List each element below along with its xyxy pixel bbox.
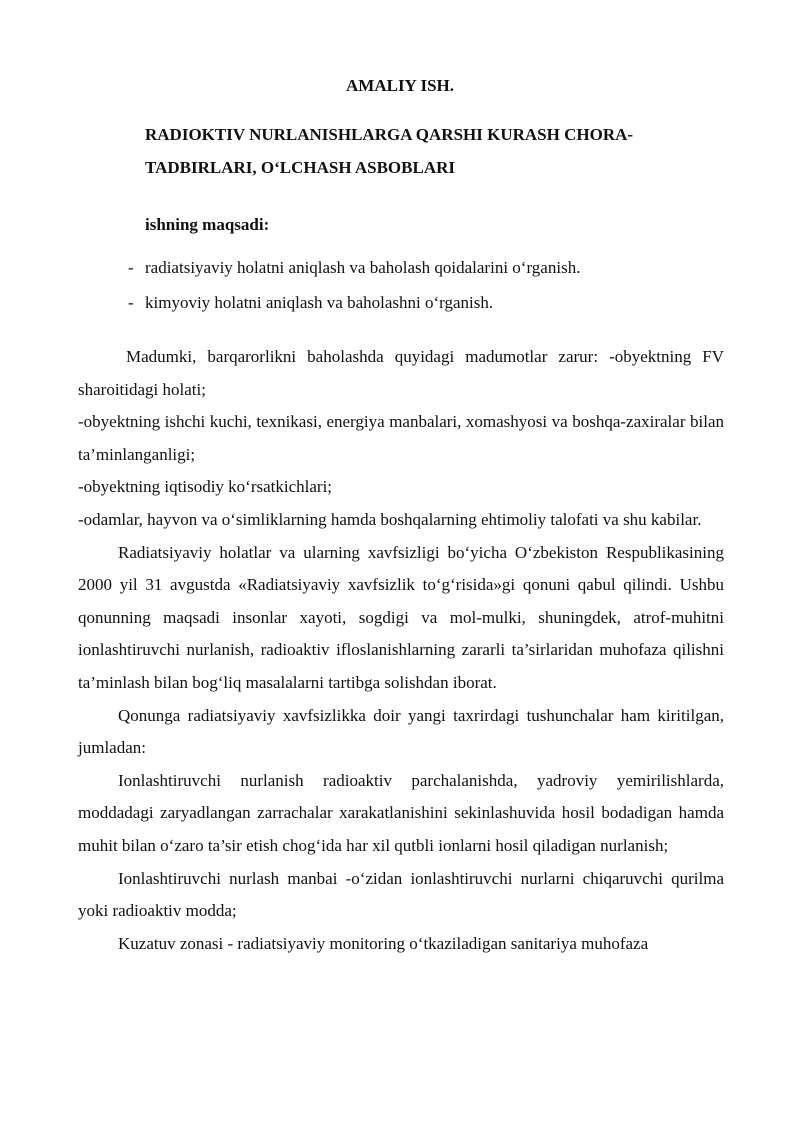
- goal-item: [128, 285, 580, 320]
- paragraph: Radiatsiyaviy holatlar va ularning xavfsizligi bo‘yicha O‘zbekiston Respublikasining 2000 yil 31 avgustda «Radiatsiyaviy xavfsizlik to‘g‘risida»gi qonuni qabul qilindi. Ushbu qonunning maqsadi insonlar xayoti, sogdigi va mol-mulki, shuningdek, atrof-muhitni ionlashtiruvchi nurlanish, radioaktiv ifloslanishlarning zararli ta’sirlaridan muhofaza qilishni ta’minlash bilan bog‘liq masalalarni tartibga solishdan iborat.: [78, 542, 724, 692]
- paragraph: Ionlashtiruvchi nurlash manbai -o‘zidan ionlashtiruvchi nurlarni chiqaruvchi qurilma yoki radioaktiv modda;: [78, 868, 724, 921]
- goal-heading: ishning maqsadi:: [145, 215, 270, 234]
- bullet-dash: -: [128, 293, 134, 312]
- goal-text: kimyoviy holatni aniqlash va baholashni o‘rganish.: [145, 293, 494, 312]
- paragraph: -obyektning ishchi kuchi, texnikasi, energiya manbalari, xomashyosi va boshqa-zaxiralar bilan ta’minlanganligi;: [78, 412, 724, 464]
- goal-list: [128, 250, 580, 320]
- goal-item: [128, 250, 580, 285]
- document-body: [78, 341, 724, 960]
- paragraph: Ionlashtiruvchi nurlanish radioaktiv parchalanishda, yadroviy yemirilishlarda, moddadagi zaryadlangan zarrachalar xarakatlanishini sekinlashuvida hosil bodadigan hamda muhit bilan o‘zaro ta’sir etish chog‘ida har xil qutbli ionlarni hosil qiladigan nurlanish;: [78, 770, 724, 855]
- document-title: AMALIY ISH.: [346, 76, 454, 95]
- goal-text: radiatsiyaviy holatni aniqlash va baholash qoidalarini o‘rganish.: [145, 258, 581, 277]
- paragraph: Qonunga radiatsiyaviy xavfsizlikka doir yangi taxrirdagi tushunchalar ham kiritilgan, jumladan:: [78, 705, 724, 758]
- bullet-dash: -: [128, 258, 134, 277]
- paragraph: -odamlar, hayvon va o‘simliklarning hamda boshqalarning ehtimoliy talofati va shu kabilar.: [78, 509, 702, 529]
- document-subtitle: RADIOKTIV NURLANISHLARGA QARSHI KURASH CHORA-TADBIRLARI, O‘LCHASH ASBOBLARI: [145, 125, 634, 177]
- paragraph: Kuzatuv zonasi - radiatsiyaviy monitoring o‘tkaziladigan sanitariya muhofaza: [118, 933, 649, 953]
- paragraph: Madumki, barqarorlikni baholashda quyidagi madumotlar zarur: -obyektning FV sharoitidagi holati;: [78, 347, 724, 399]
- paragraph: -obyektning iqtisodiy ko‘rsatkichlari;: [78, 477, 333, 497]
